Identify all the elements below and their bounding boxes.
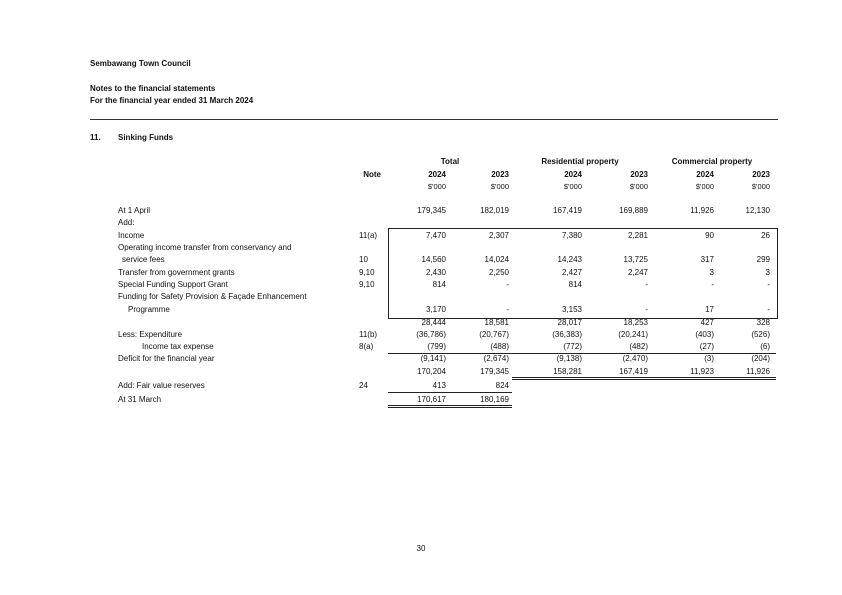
year-header: 2023 — [752, 170, 770, 179]
table-cell: 317 — [700, 255, 714, 264]
row-label: Add: — [118, 218, 135, 227]
unit-header: $'000 — [427, 182, 446, 191]
page-number: 30 — [416, 544, 426, 553]
unit-header: $'000 — [751, 182, 770, 191]
table-cell: - — [645, 305, 648, 314]
table-cell: 3,153 — [561, 305, 582, 314]
row-label: At 1 April — [118, 206, 151, 215]
note-header: Note — [363, 170, 381, 179]
row-note: 24 — [359, 381, 368, 390]
table-cell: (772) — [563, 342, 582, 351]
table-cell: 3 — [709, 268, 714, 277]
table-cell: - — [767, 305, 770, 314]
row-label: Less: Expenditure — [118, 330, 183, 339]
table-cell: 824 — [495, 381, 509, 390]
table-cell: 2,430 — [425, 268, 446, 277]
unit-header: $'000 — [695, 182, 714, 191]
row-note: 10 — [359, 255, 368, 264]
row-label: Transfer from government grants — [118, 268, 235, 277]
year-header: 2024 — [428, 170, 446, 179]
year-header: 2024 — [696, 170, 714, 179]
org-name: Sembawang Town Council — [90, 59, 191, 68]
table-cell: - — [645, 280, 648, 289]
table-cell: 182,019 — [480, 206, 509, 215]
table-cell: 814 — [568, 280, 582, 289]
section-number: 11. — [90, 133, 101, 142]
year-header: 2023 — [491, 170, 509, 179]
table-cell: - — [767, 280, 770, 289]
row-label: Income — [118, 231, 145, 240]
row-note: 11(b) — [359, 330, 378, 339]
group-commercial: Commercial property — [671, 157, 753, 166]
row-label: Special Funding Support Grant — [118, 280, 228, 289]
additions-box — [388, 228, 778, 319]
table-cell: (482) — [629, 342, 648, 351]
table-cell: 179,345 — [417, 206, 446, 215]
table-cell: 413 — [432, 381, 446, 390]
unit-header: $'000 — [563, 182, 582, 191]
table-cell: 2,427 — [561, 268, 582, 277]
year-header: 2024 — [564, 170, 582, 179]
row-note: 8(a) — [359, 342, 374, 351]
closing-double-line-2 — [388, 407, 512, 408]
table-cell: (20,767) — [479, 330, 509, 339]
table-cell: (2,470) — [622, 354, 648, 363]
table-cell: 2,247 — [627, 268, 648, 277]
table-cell: 167,419 — [619, 367, 648, 376]
table-cell: 12,130 — [745, 206, 770, 215]
table-cell: 167,419 — [553, 206, 582, 215]
row-note: 9,10 — [359, 280, 375, 289]
section-title: Sinking Funds — [118, 133, 174, 142]
row-label: Programme — [128, 305, 170, 314]
table-cell: (36,383) — [552, 330, 582, 339]
table-cell: 18,581 — [484, 318, 509, 327]
year-header: 2023 — [630, 170, 648, 179]
row-label: Add: Fair value reserves — [118, 381, 205, 390]
row-label: service fees — [122, 255, 165, 264]
table-cell: 170,617 — [417, 395, 446, 404]
table-cell: 427 — [700, 318, 714, 327]
table-cell: 3,170 — [425, 305, 446, 314]
header-divider — [90, 119, 778, 120]
table-cell: 28,017 — [557, 318, 582, 327]
table-cell: (9,138) — [556, 354, 582, 363]
table-cell: 170,204 — [417, 367, 446, 376]
table-cell: 28,444 — [421, 318, 446, 327]
table-cell: 90 — [705, 231, 714, 240]
table-cell: - — [506, 305, 509, 314]
table-cell: (488) — [490, 342, 509, 351]
unit-header: $'000 — [490, 182, 509, 191]
group-residential: Residential property — [541, 157, 619, 166]
row-label: At 31 March — [118, 395, 162, 404]
row-label: Deficit for the financial year — [118, 354, 215, 363]
table-cell: 180,169 — [480, 395, 509, 404]
row-label: Operating income transfer from conservancy and — [118, 243, 292, 252]
table-cell: (799) — [427, 342, 446, 351]
table-cell: (6) — [760, 342, 770, 351]
closing-top-line — [388, 392, 512, 393]
table-cell: (3) — [704, 354, 714, 363]
table-cell: - — [506, 280, 509, 289]
table-cell: - — [711, 280, 714, 289]
table-cell: (2,674) — [483, 354, 509, 363]
table-cell: 158,281 — [553, 367, 582, 376]
table-cell: (526) — [751, 330, 770, 339]
row-note: 11(a) — [359, 231, 378, 240]
table-cell: 26 — [761, 231, 770, 240]
table-cell: 179,345 — [480, 367, 509, 376]
table-cell: (27) — [699, 342, 714, 351]
table-cell: 14,024 — [484, 255, 509, 264]
row-label: Income tax expense — [142, 342, 214, 351]
table-cell: (204) — [751, 354, 770, 363]
table-cell: 13,725 — [623, 255, 648, 264]
table-cell: 11,926 — [690, 206, 714, 215]
table-cell: (36,786) — [416, 330, 446, 339]
table-cell: (9,141) — [420, 354, 446, 363]
table-cell: 11,923 — [690, 367, 714, 376]
table-cell: 18,253 — [623, 318, 648, 327]
period-title: For the financial year ended 31 March 2024 — [90, 96, 254, 105]
table-cell: 299 — [756, 255, 770, 264]
notes-title: Notes to the financial statements — [90, 84, 216, 93]
table-cell: 3 — [765, 268, 770, 277]
table-cell: 814 — [432, 280, 446, 289]
table-cell: 14,243 — [557, 255, 582, 264]
table-cell: 17 — [705, 305, 714, 314]
table-cell: 11,926 — [746, 367, 770, 376]
table-cell: 169,889 — [619, 206, 648, 215]
table-cell: (20,241) — [618, 330, 648, 339]
property-total-double-line-2 — [512, 379, 776, 380]
row-label: Funding for Safety Provision & Façade Enhancement — [118, 292, 307, 301]
table-cell: 2,281 — [627, 231, 648, 240]
table-cell: 7,380 — [561, 231, 582, 240]
closing-double-line-1 — [388, 405, 512, 406]
row-note: 9,10 — [359, 268, 375, 277]
table-cell: 2,250 — [488, 268, 509, 277]
table-cell: 2,307 — [488, 231, 509, 240]
table-cell: (403) — [695, 330, 714, 339]
subtotal-line — [388, 353, 776, 354]
property-total-double-line-1 — [512, 377, 776, 378]
table-cell: 14,560 — [421, 255, 446, 264]
table-cell: 328 — [756, 318, 770, 327]
table-cell: 7,470 — [425, 231, 446, 240]
group-total: Total — [440, 157, 460, 166]
unit-header: $'000 — [629, 182, 648, 191]
